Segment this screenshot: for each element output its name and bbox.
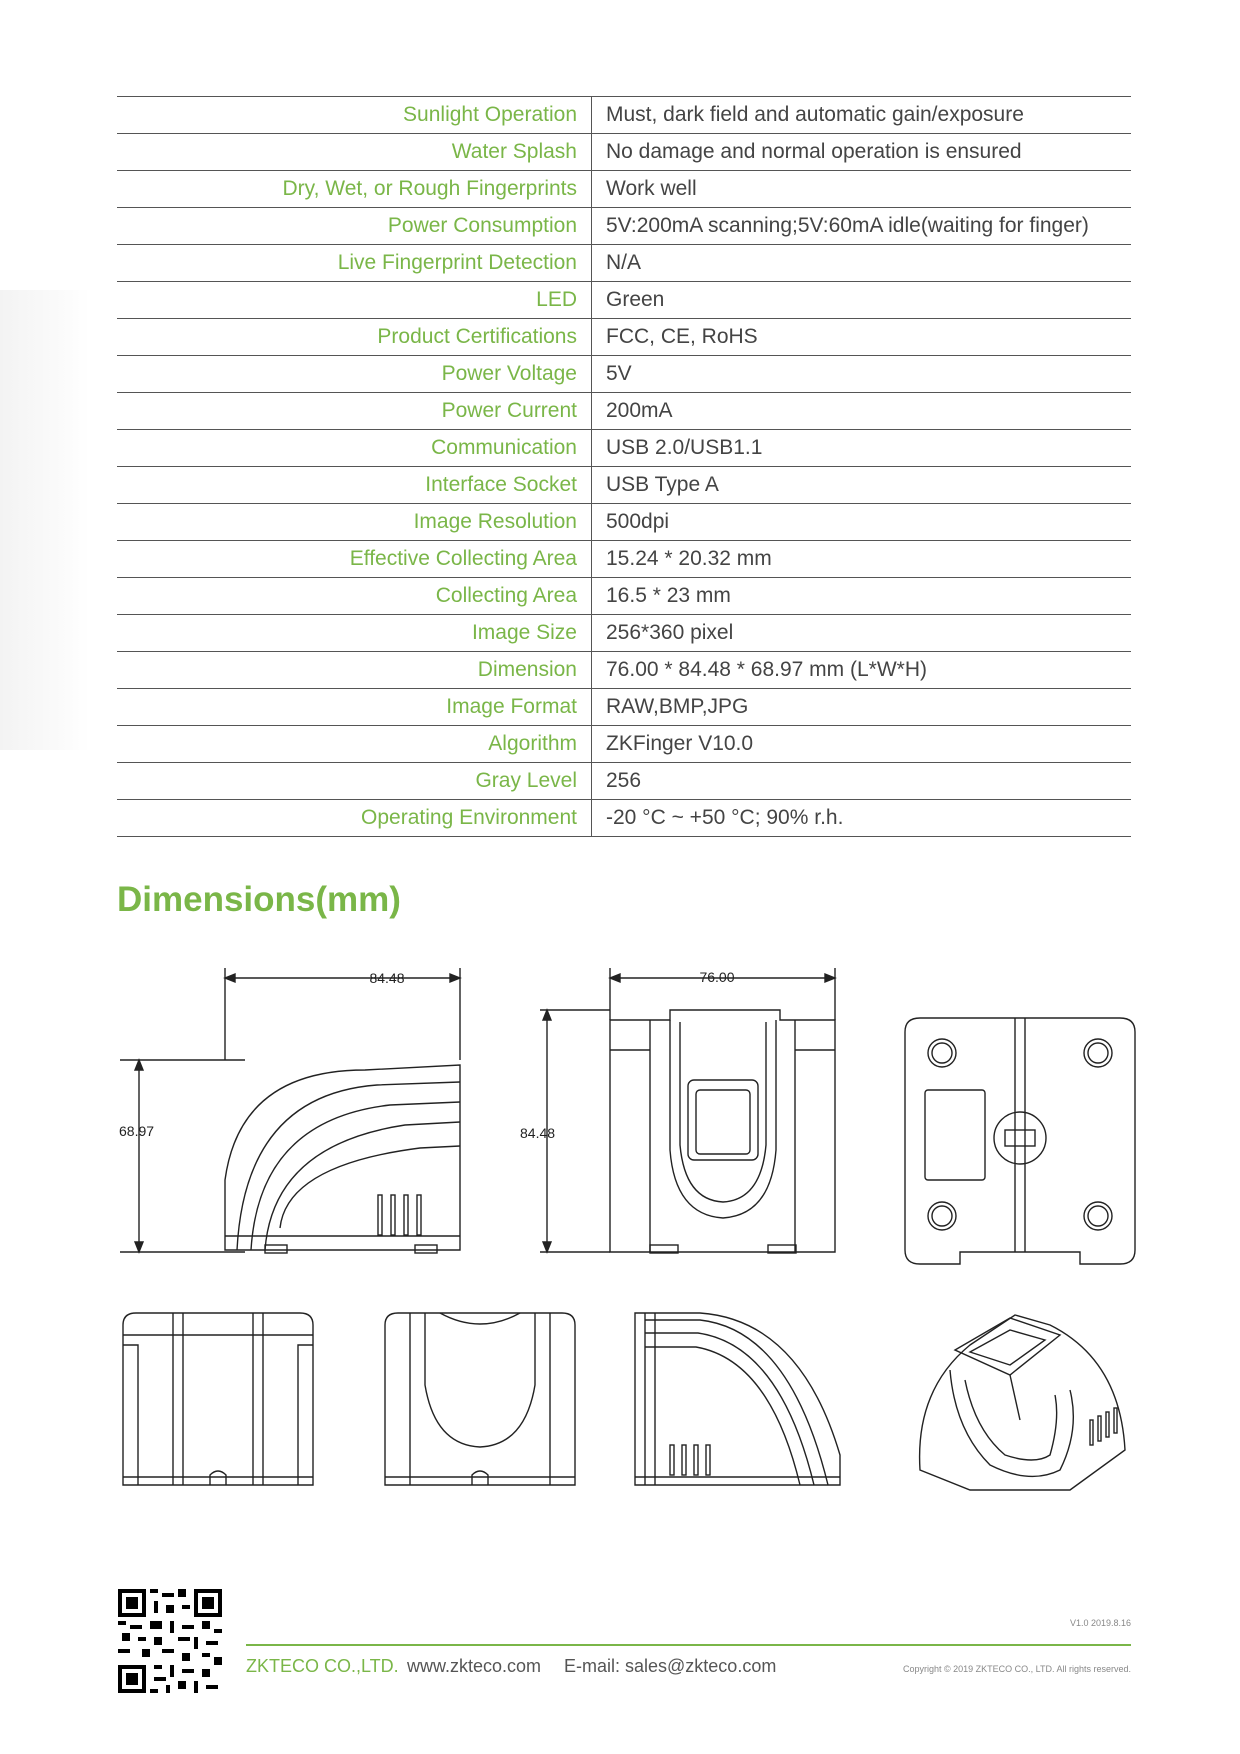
spec-label: Water Splash [117, 134, 592, 170]
spec-value: Work well [606, 177, 697, 200]
front-view-drawing [520, 960, 840, 1270]
spec-row [117, 763, 1131, 800]
spec-label: Image Resolution [117, 504, 592, 540]
spec-row [117, 319, 1131, 356]
side-view-drawing [115, 960, 475, 1270]
side-height-label: 68.97 [119, 1123, 155, 1139]
spec-label: Power Voltage [117, 356, 592, 392]
spec-value: 76.00 * 84.48 * 68.97 mm (L*W*H) [606, 658, 927, 681]
spec-value: 256 [606, 769, 642, 792]
spec-row [117, 726, 1131, 763]
spec-row [117, 282, 1131, 319]
spec-label: Collecting Area [117, 578, 592, 614]
perspective-view-drawing [910, 1290, 1130, 1500]
footer-copyright: Copyright © 2019 ZKTECO CO., LTD. All rights reserved. [902, 1664, 1131, 1674]
spec-row [117, 171, 1131, 208]
front-width-label: 76.00 [699, 969, 735, 985]
spec-label: Dry, Wet, or Rough Fingerprints [117, 171, 592, 207]
spec-value: 16.5 * 23 mm [606, 584, 731, 607]
qr-code [118, 1589, 222, 1693]
spec-row [117, 208, 1131, 245]
spec-label: Interface Socket [117, 467, 592, 503]
spec-label: Image Format [117, 689, 592, 725]
spec-label: Effective Collecting Area [117, 541, 592, 577]
spec-label: Image Size [117, 615, 592, 651]
spec-row [117, 578, 1131, 615]
spec-value: Must, dark field and automatic gain/exposure [606, 103, 1024, 126]
spec-label: Live Fingerprint Detection [117, 245, 592, 281]
spec-value: Green [606, 288, 665, 311]
front-height-label: 84.48 [520, 1125, 556, 1141]
spec-row [117, 541, 1131, 578]
spec-label: Algorithm [117, 726, 592, 762]
spec-value: RAW,BMP,JPG [606, 695, 749, 718]
spec-row [117, 356, 1131, 393]
spec-value: No damage and normal operation is ensured [606, 140, 1022, 163]
dimensions-title: Dimensions(mm) [117, 880, 401, 919]
spec-value: -20 °C ~ +50 °C; 90% r.h. [606, 806, 844, 829]
spec-value: FCC, CE, RoHS [606, 325, 758, 348]
spec-value: 5V:200mA scanning;5V:60mA idle(waiting for finger) [606, 214, 1089, 237]
footer-website-link[interactable]: www.zkteco.com [407, 1656, 542, 1676]
spec-label: Product Certifications [117, 319, 592, 355]
footer-email-link[interactable]: E-mail: sales@zkteco.com [564, 1656, 777, 1676]
footer-divider [246, 1644, 1131, 1646]
spec-value: 5V [606, 362, 632, 385]
spec-label: Dimension [117, 652, 592, 688]
spec-value: ZKFinger V10.0 [606, 732, 754, 755]
front-view-variant-drawing [380, 1305, 580, 1495]
spec-label: Gray Level [117, 763, 592, 799]
spec-value: 256*360 pixel [606, 621, 734, 644]
spec-value: N/A [606, 251, 642, 274]
spec-row [117, 652, 1131, 689]
bottom-view-drawing [900, 1010, 1140, 1270]
side-view-variant-drawing [630, 1305, 850, 1495]
document-version: V1.0 2019.8.16 [1069, 1618, 1131, 1628]
spec-row [117, 134, 1131, 171]
spec-label: Power Consumption [117, 208, 592, 244]
spec-label: Operating Environment [117, 800, 592, 836]
spec-table [117, 96, 1131, 837]
spec-value: USB Type A [606, 473, 719, 496]
spec-row [117, 245, 1131, 282]
spec-label: LED [117, 282, 592, 318]
spec-row [117, 504, 1131, 541]
spec-row [117, 800, 1131, 837]
spec-label: Power Current [117, 393, 592, 429]
spec-row [117, 615, 1131, 652]
back-view-drawing [118, 1305, 318, 1495]
spec-row [117, 430, 1131, 467]
spec-label: Communication [117, 430, 592, 466]
spec-label: Sunlight Operation [117, 97, 592, 133]
side-shade-decoration [0, 290, 90, 750]
spec-value: 200mA [606, 399, 673, 422]
spec-row [117, 393, 1131, 430]
side-width-label: 84.48 [369, 970, 405, 986]
spec-row [117, 467, 1131, 504]
spec-row [117, 689, 1131, 726]
spec-value: 500dpi [606, 510, 670, 533]
spec-value: USB 2.0/USB1.1 [606, 436, 763, 459]
footer-company: ZKTECO CO.,LTD. [246, 1656, 399, 1676]
spec-value: 15.24 * 20.32 mm [606, 547, 772, 570]
spec-row [117, 97, 1131, 134]
